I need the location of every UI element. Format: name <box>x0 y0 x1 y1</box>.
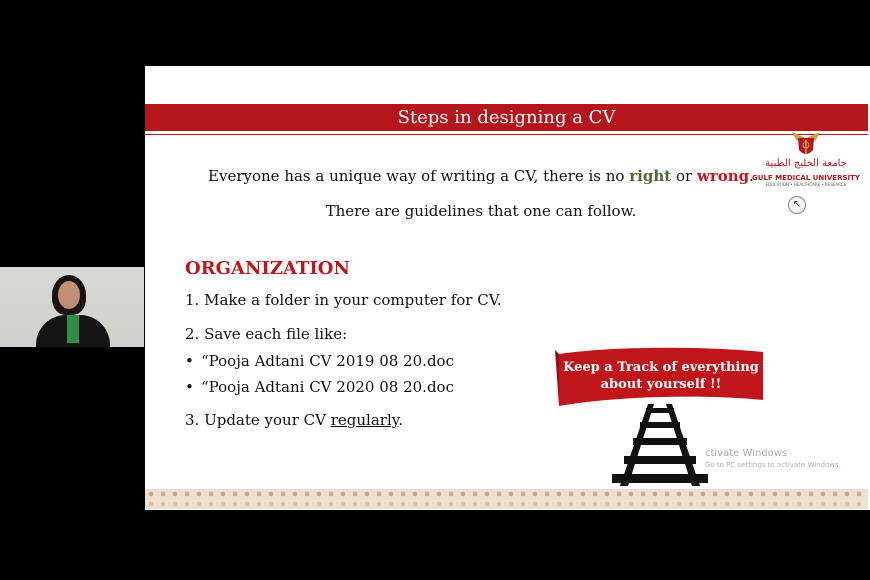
railroad-track-icon <box>600 404 720 486</box>
crest-icon <box>751 130 861 160</box>
activate-windows-watermark: ctivate Windows <box>705 448 788 459</box>
word-or: or <box>675 167 693 185</box>
intro-line-1 <box>145 167 817 185</box>
slide-title: Steps in designing a CV <box>145 104 868 131</box>
bullet-symbol: • <box>185 352 194 370</box>
webcam-feed <box>0 267 144 347</box>
step-3-text: 3. Update your CV <box>185 411 326 429</box>
bullet-item-1 <box>185 352 454 370</box>
activate-windows-hint: Go to PC settings to activate Windows. <box>705 461 841 469</box>
presentation-slide <box>145 66 870 510</box>
decorative-pattern-border <box>145 489 868 509</box>
word-right: right <box>629 167 672 185</box>
pointer-cursor-icon: ↖ <box>788 196 806 214</box>
banner-line-1: Keep a Track of everything <box>563 360 759 375</box>
section-heading: ORGANIZATION <box>185 258 350 279</box>
banner-line-2: about yourself !! <box>600 377 722 392</box>
logo-tagline: EDUCATION • HEALTHCARE • RESEARCH <box>765 182 847 187</box>
bullet-text: “Pooja Adtani CV 2019 08 20.doc <box>201 352 454 370</box>
presenter-shirt <box>67 315 79 343</box>
step-3-underlined: regularly <box>330 411 399 429</box>
intro-period: . <box>749 167 754 185</box>
bullet-text: “Pooja Adtani CV 2020 08 20.doc <box>201 378 454 396</box>
step-2: 2. Save each file like: <box>185 325 348 343</box>
logo-name: GULF MEDICAL UNIVERSITY <box>752 174 860 182</box>
logo-arabic-text: جامعة الخليج الطبية <box>765 158 847 169</box>
step-1: 1. Make a folder in your computer for CV. <box>185 291 502 309</box>
step-3-period: . <box>398 411 404 429</box>
intro-line-2: There are guidelines that one can follow. <box>325 202 637 220</box>
word-wrong: wrong <box>696 167 750 185</box>
banner-text <box>555 359 767 393</box>
intro-text: Everyone has a unique way of writing a CV, there is no <box>208 167 625 185</box>
step-3 <box>185 411 403 429</box>
bullet-symbol: • <box>185 378 194 396</box>
bullet-item-2 <box>185 378 454 396</box>
presenter-face <box>58 281 80 309</box>
